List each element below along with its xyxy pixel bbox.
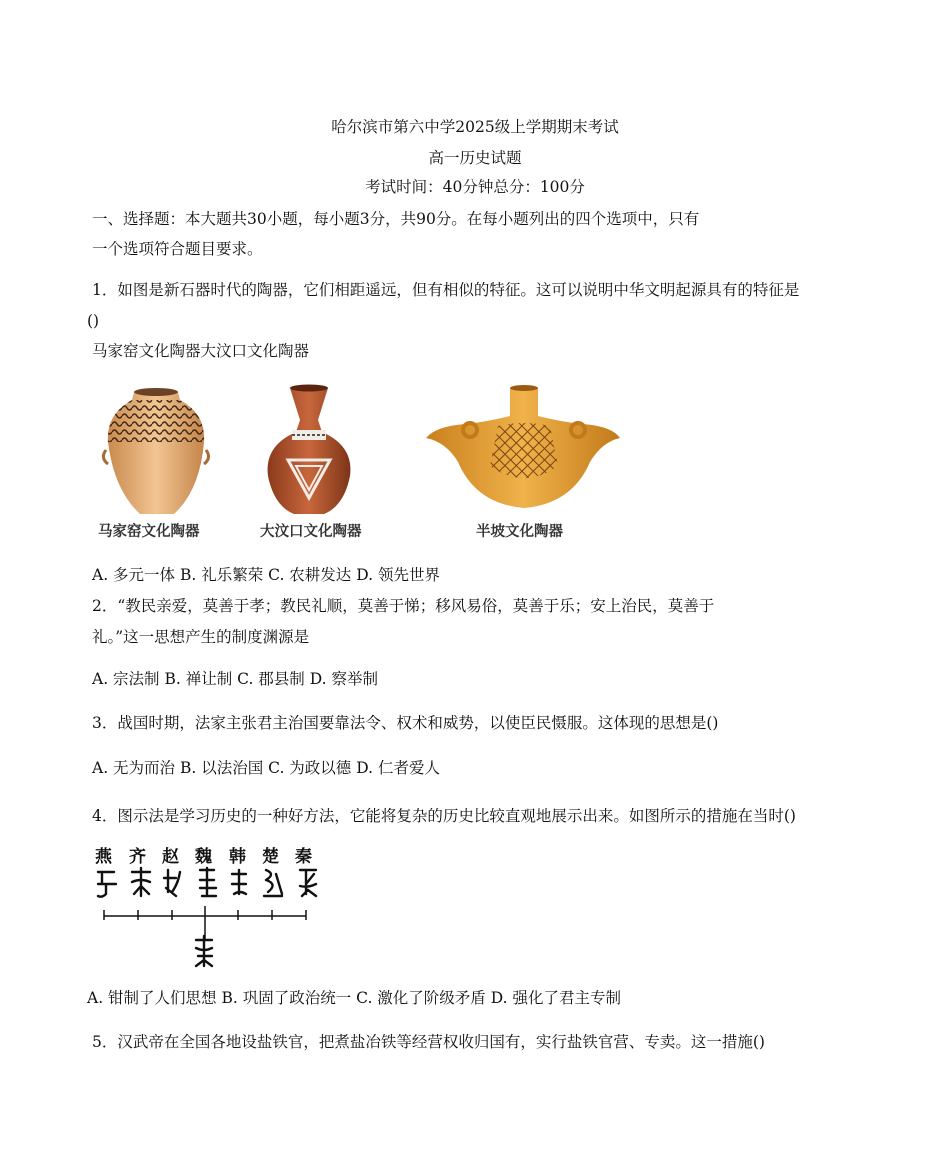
- q4-stem: 4．图示法是学习历史的一种好方法，它能将复杂的历史比较直观地展示出来。如图所示的措施在当时(): [92, 807, 796, 825]
- figure-label-majiayao: 马家窑文化陶器: [98, 524, 200, 540]
- state-han: 韩: [229, 847, 246, 867]
- q5-stem: 5．汉武帝在全国各地设盐铁官，把煮盐冶铁等经营权收归国有，实行盐铁官营、专卖。这一措施(): [92, 1033, 765, 1051]
- state-chu: 楚: [262, 847, 279, 867]
- seal-script-chart: [92, 840, 332, 975]
- q1-stem-line2: (): [87, 312, 100, 330]
- state-qin: 秦: [295, 847, 312, 867]
- unified-seal-glyph: [196, 936, 212, 966]
- q1-pottery-figure: [92, 380, 632, 545]
- state-zhao: 赵: [162, 847, 179, 867]
- q2-stem-line2: 礼。”这一思想产生的制度渊源是: [92, 628, 310, 646]
- state-yan: 燕: [95, 847, 112, 867]
- pottery-illustration: [92, 380, 632, 520]
- banpo-vessel: [426, 385, 620, 508]
- q1-stem-line1: 1．如图是新石器时代的陶器，它们相距遥远，但有相似的特征。这可以说明中华文明起源具有的特征是: [92, 281, 800, 299]
- q1-caption: 马家窑文化陶器大汶口文化陶器: [92, 342, 310, 360]
- q4-script-diagram: [92, 840, 332, 975]
- q2-stem-line1: 2．“教民亲爱，莫善于孝；教民礼顺，莫善于悌；移风易俗，莫善于乐；安上治民，莫善于: [92, 597, 715, 615]
- q2-options: A. 宗法制 B. 禅让制 C. 郡县制 D. 察举制: [92, 670, 378, 688]
- exam-info: 考试时间：40分钟总分：100分: [365, 178, 585, 196]
- section-intro-line2: 一个选项符合题目要求。: [92, 240, 263, 258]
- figure-label-banpo: 半坡文化陶器: [476, 524, 563, 540]
- seal-glyphs: [98, 868, 316, 897]
- exam-subtitle: 高一历史试题: [428, 149, 522, 167]
- dawenkou-jar: [268, 385, 351, 515]
- state-wei: 魏: [195, 847, 212, 867]
- q3-options: A. 无为而治 B. 以法治国 C. 为政以德 D. 仁者爱人: [92, 759, 440, 777]
- figure-label-dawenkou: 大汶口文化陶器: [260, 524, 362, 540]
- q1-options: A. 多元一体 B. 礼乐繁荣 C. 农耕发达 D. 领先世界: [92, 566, 440, 584]
- q4-options: A. 钳制了人们思想 B. 巩固了政治统一 C. 激化了阶级矛盾 D. 强化了君主专制: [87, 989, 621, 1007]
- q3-stem: 3．战国时期，法家主张君主治国要靠法令、权术和威势，以使臣民慑服。这体现的思想是(): [92, 714, 719, 732]
- majiayao-jar: [103, 388, 208, 514]
- connector-lines: [104, 906, 306, 940]
- state-qi: 齐: [129, 847, 146, 867]
- section-intro-line1: 一、选择题：本大题共30小题，每小题3分，共90分。在每小题列出的四个选项中，只有: [92, 210, 700, 228]
- exam-title: 哈尔滨市第六中学2025级上学期期末考试: [331, 118, 619, 136]
